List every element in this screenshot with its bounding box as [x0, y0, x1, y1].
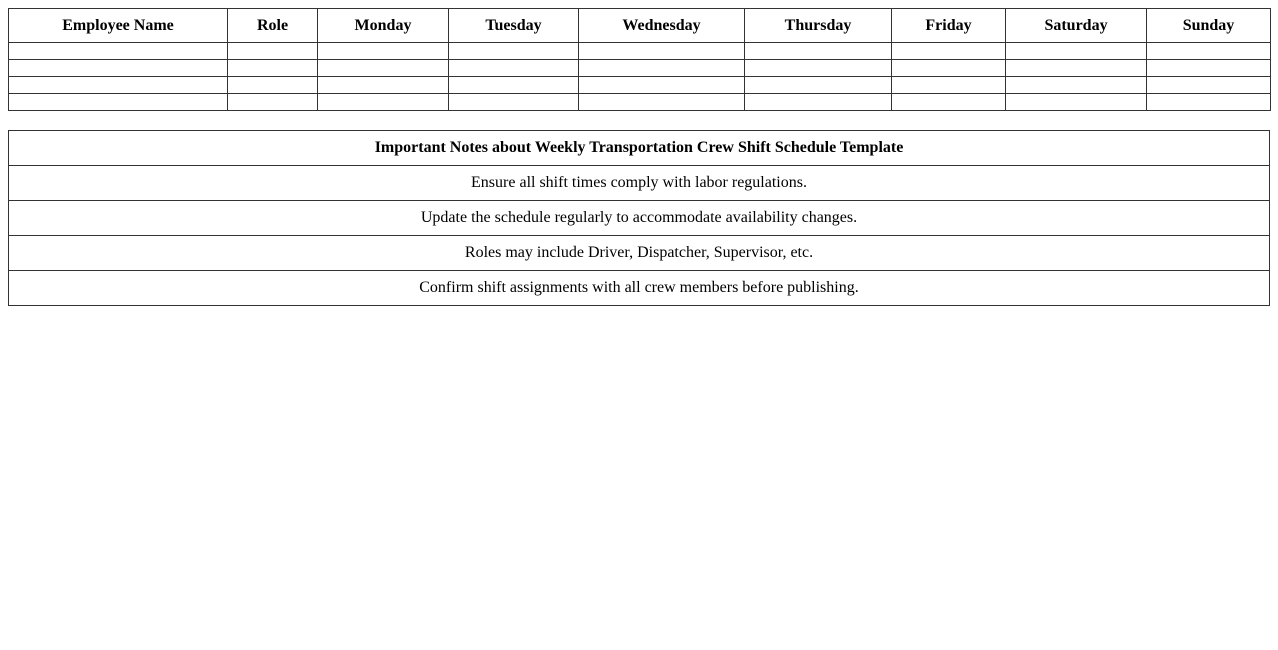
note-item: Roles may include Driver, Dispatcher, Supervisor, etc. — [9, 236, 1270, 271]
cell-tuesday[interactable] — [449, 60, 579, 77]
cell-wednesday[interactable] — [579, 60, 745, 77]
header-saturday: Saturday — [1006, 9, 1147, 43]
cell-sunday[interactable] — [1147, 94, 1271, 111]
header-employee-name: Employee Name — [9, 9, 228, 43]
header-friday: Friday — [892, 9, 1006, 43]
cell-role[interactable] — [228, 94, 318, 111]
cell-friday[interactable] — [892, 94, 1006, 111]
header-row — [9, 9, 1271, 43]
cell-saturday[interactable] — [1006, 60, 1147, 77]
cell-employee-name[interactable] — [9, 94, 228, 111]
notes-header-row — [9, 131, 1270, 166]
cell-tuesday[interactable] — [449, 77, 579, 94]
cell-role[interactable] — [228, 60, 318, 77]
header-sunday: Sunday — [1147, 9, 1271, 43]
cell-monday[interactable] — [318, 94, 449, 111]
cell-thursday[interactable] — [745, 60, 892, 77]
cell-monday[interactable] — [318, 60, 449, 77]
cell-tuesday[interactable] — [449, 43, 579, 60]
note-row — [9, 271, 1270, 306]
header-thursday: Thursday — [745, 9, 892, 43]
cell-sunday[interactable] — [1147, 77, 1271, 94]
cell-wednesday[interactable] — [579, 43, 745, 60]
table-row — [9, 77, 1271, 94]
note-row — [9, 236, 1270, 271]
cell-saturday[interactable] — [1006, 94, 1147, 111]
cell-thursday[interactable] — [745, 43, 892, 60]
cell-employee-name[interactable] — [9, 60, 228, 77]
shift-schedule-table — [8, 8, 1271, 111]
cell-friday[interactable] — [892, 77, 1006, 94]
note-row — [9, 201, 1270, 236]
header-tuesday: Tuesday — [449, 9, 579, 43]
cell-thursday[interactable] — [745, 77, 892, 94]
cell-friday[interactable] — [892, 43, 1006, 60]
cell-friday[interactable] — [892, 60, 1006, 77]
table-row — [9, 60, 1271, 77]
cell-role[interactable] — [228, 43, 318, 60]
table-row — [9, 43, 1271, 60]
cell-monday[interactable] — [318, 77, 449, 94]
note-item: Ensure all shift times comply with labor regulations. — [9, 166, 1270, 201]
cell-tuesday[interactable] — [449, 94, 579, 111]
cell-saturday[interactable] — [1006, 43, 1147, 60]
note-item: Confirm shift assignments with all crew members before publishing. — [9, 271, 1270, 306]
cell-sunday[interactable] — [1147, 60, 1271, 77]
cell-employee-name[interactable] — [9, 77, 228, 94]
cell-monday[interactable] — [318, 43, 449, 60]
cell-role[interactable] — [228, 77, 318, 94]
important-notes-table — [8, 130, 1270, 306]
header-monday: Monday — [318, 9, 449, 43]
cell-employee-name[interactable] — [9, 43, 228, 60]
cell-sunday[interactable] — [1147, 43, 1271, 60]
header-wednesday: Wednesday — [579, 9, 745, 43]
cell-wednesday[interactable] — [579, 94, 745, 111]
cell-thursday[interactable] — [745, 94, 892, 111]
table-row — [9, 94, 1271, 111]
notes-title: Important Notes about Weekly Transportation Crew Shift Schedule Template — [9, 131, 1270, 166]
note-item: Update the schedule regularly to accommodate availability changes. — [9, 201, 1270, 236]
cell-saturday[interactable] — [1006, 77, 1147, 94]
header-role: Role — [228, 9, 318, 43]
note-row — [9, 166, 1270, 201]
cell-wednesday[interactable] — [579, 77, 745, 94]
